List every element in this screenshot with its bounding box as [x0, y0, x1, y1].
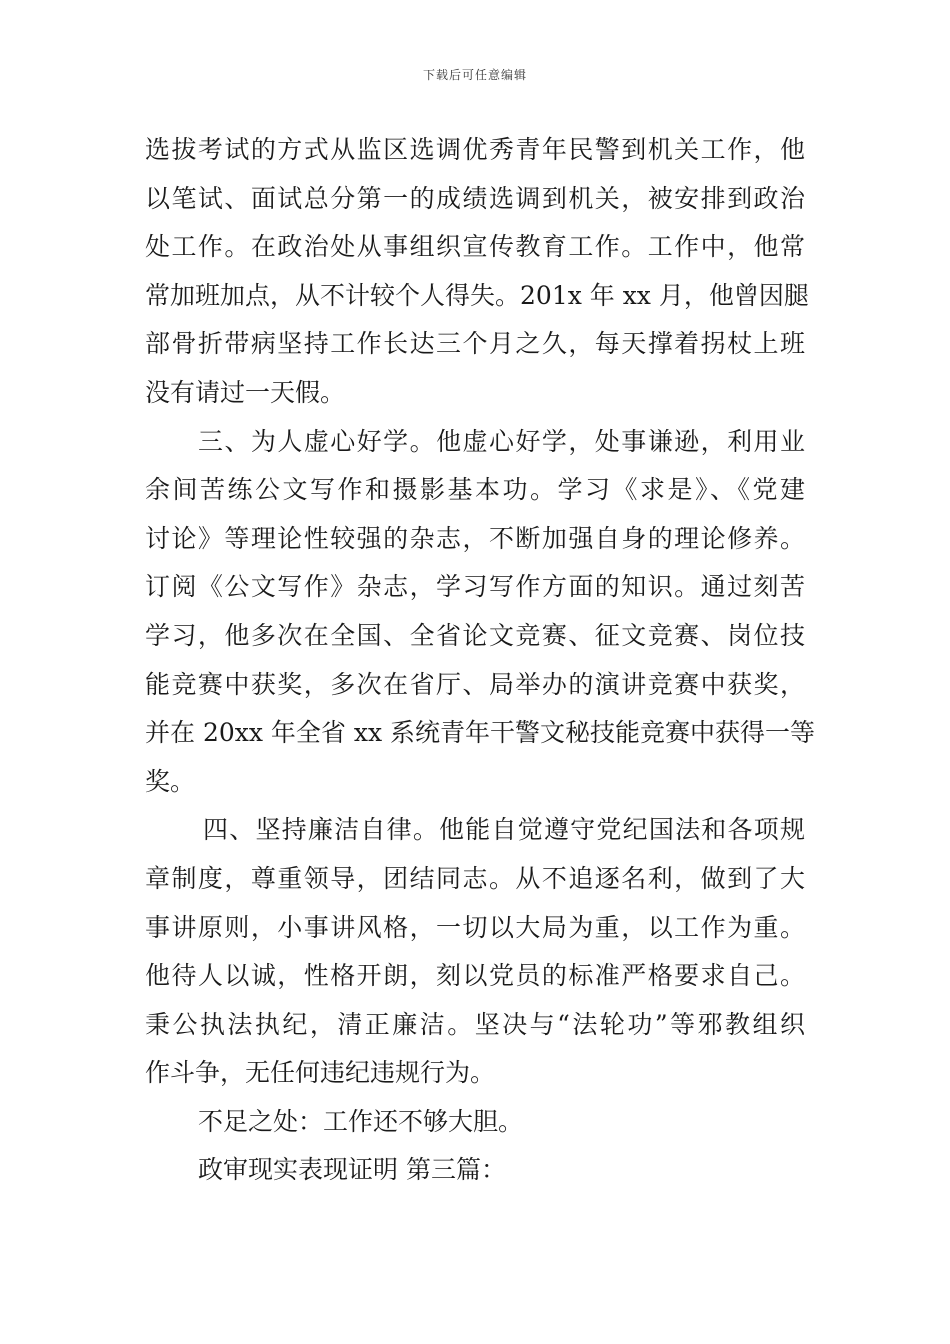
next-section-title: 政审现实表现证明 第三篇： [198, 1155, 506, 1185]
text-line: 余间苦练公文写作和摄影基本功。学习《求是》、《党建 [145, 475, 805, 505]
shortcoming-line: 不足之处：工作还不够大胆。 [198, 1106, 524, 1136]
text-line: 以笔试、面试总分第一的成绩选调到机关，被安排到政治 [145, 183, 805, 213]
text-line: 讨论》等理论性较强的杂志，不断加强自身的理论修养。 [145, 523, 805, 553]
section-heading-line: 四、坚持廉洁自律。他能自觉遵守党纪国法和各项规 [203, 815, 805, 845]
text-line: 能竞赛中获奖，多次在省厅、局举办的演讲竞赛中获奖， [145, 669, 805, 699]
text-line: 秉公执法执纪，清正廉洁。坚决与“法轮功”等邪教组织 [145, 1009, 805, 1039]
document-body [145, 126, 815, 1195]
text-line: 学习，他多次在全国、全省论文竞赛、征文竞赛、岗位技 [145, 620, 805, 650]
page-header-note: 下载后可任意编辑 [422, 68, 527, 82]
text-line: 事讲原则，小事讲风格，一切以大局为重，以工作为重。 [145, 912, 805, 942]
text-line: 并在 20xx 年全省 xx 系统青年干警文秘技能竞赛中获得一等 [145, 718, 815, 748]
text-line: 奖。 [145, 766, 196, 796]
text-line: 订阅《公文写作》杂志，学习写作方面的知识。通过刻苦 [145, 572, 805, 602]
text-line: 常加班加点，从不计较个人得失。201x 年 xx 月，他曾因腿 [145, 280, 809, 310]
text-line: 选拔考试的方式从监区选调优秀青年民警到机关工作，他 [145, 135, 805, 164]
text-line: 没有请过一天假。 [145, 377, 346, 407]
section-heading-line: 三、为人虚心好学。他虚心好学，处事谦逊，利用业 [198, 426, 805, 456]
text-line: 部骨折带病坚持工作长达三个月之久，每天撑着拐杖上班 [145, 329, 805, 359]
text-line: 作斗争，无任何违纪违规行为。 [145, 1058, 496, 1088]
text-line: 处工作。在政治处从事组织宣传教育工作。工作中，他常 [145, 232, 805, 262]
text-line: 他待人以诚，性格开朗，刻以党员的标准严格要求自己。 [145, 961, 805, 991]
text-line: 章制度，尊重领导，团结同志。从不追逐名利，做到了大 [145, 863, 805, 893]
